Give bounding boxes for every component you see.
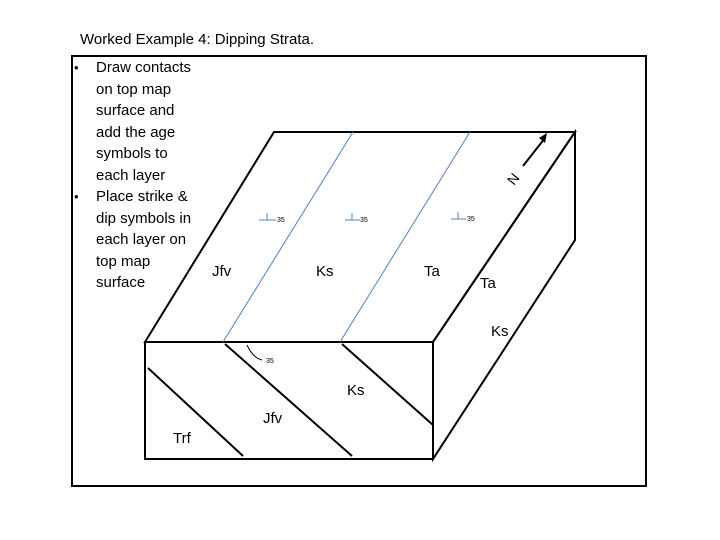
layer-label-jfv: Jfv	[212, 263, 232, 280]
strike-dip-symbol	[345, 213, 368, 224]
front-label-trf: Trf	[173, 430, 191, 447]
side-label-ta: Ta	[480, 275, 496, 292]
front-contact-line	[148, 368, 243, 456]
instruction-item: • Place strike & dip symbols in each layer on top map surface	[72, 186, 197, 294]
dip-value: 35	[360, 217, 368, 224]
dip-value: 35	[467, 216, 475, 223]
instruction-item: • Draw contacts on top map surface and add the age symbols to each layer	[72, 57, 197, 186]
strike-dip-symbol	[259, 213, 285, 224]
dip-angle-marker	[247, 345, 274, 365]
slide-title: Worked Example 4: Dipping Strata.	[80, 31, 315, 48]
dip-value: 35	[277, 217, 285, 224]
dip-angle-value: 35	[266, 358, 274, 365]
front-contact-line	[225, 344, 352, 456]
front-label-ks: Ks	[347, 382, 365, 399]
layer-label-ta: Ta	[424, 263, 440, 280]
top-contact-line	[223, 132, 353, 342]
top-contact-line	[340, 132, 470, 342]
front-label-jfv: Jfv	[263, 410, 283, 427]
side-label-ks: Ks	[491, 323, 509, 340]
north-arrow	[504, 133, 547, 188]
strike-dip-symbol	[451, 212, 475, 223]
north-label: N	[503, 170, 523, 188]
block-side-face	[433, 132, 575, 459]
layer-label-ks: Ks	[316, 263, 334, 280]
